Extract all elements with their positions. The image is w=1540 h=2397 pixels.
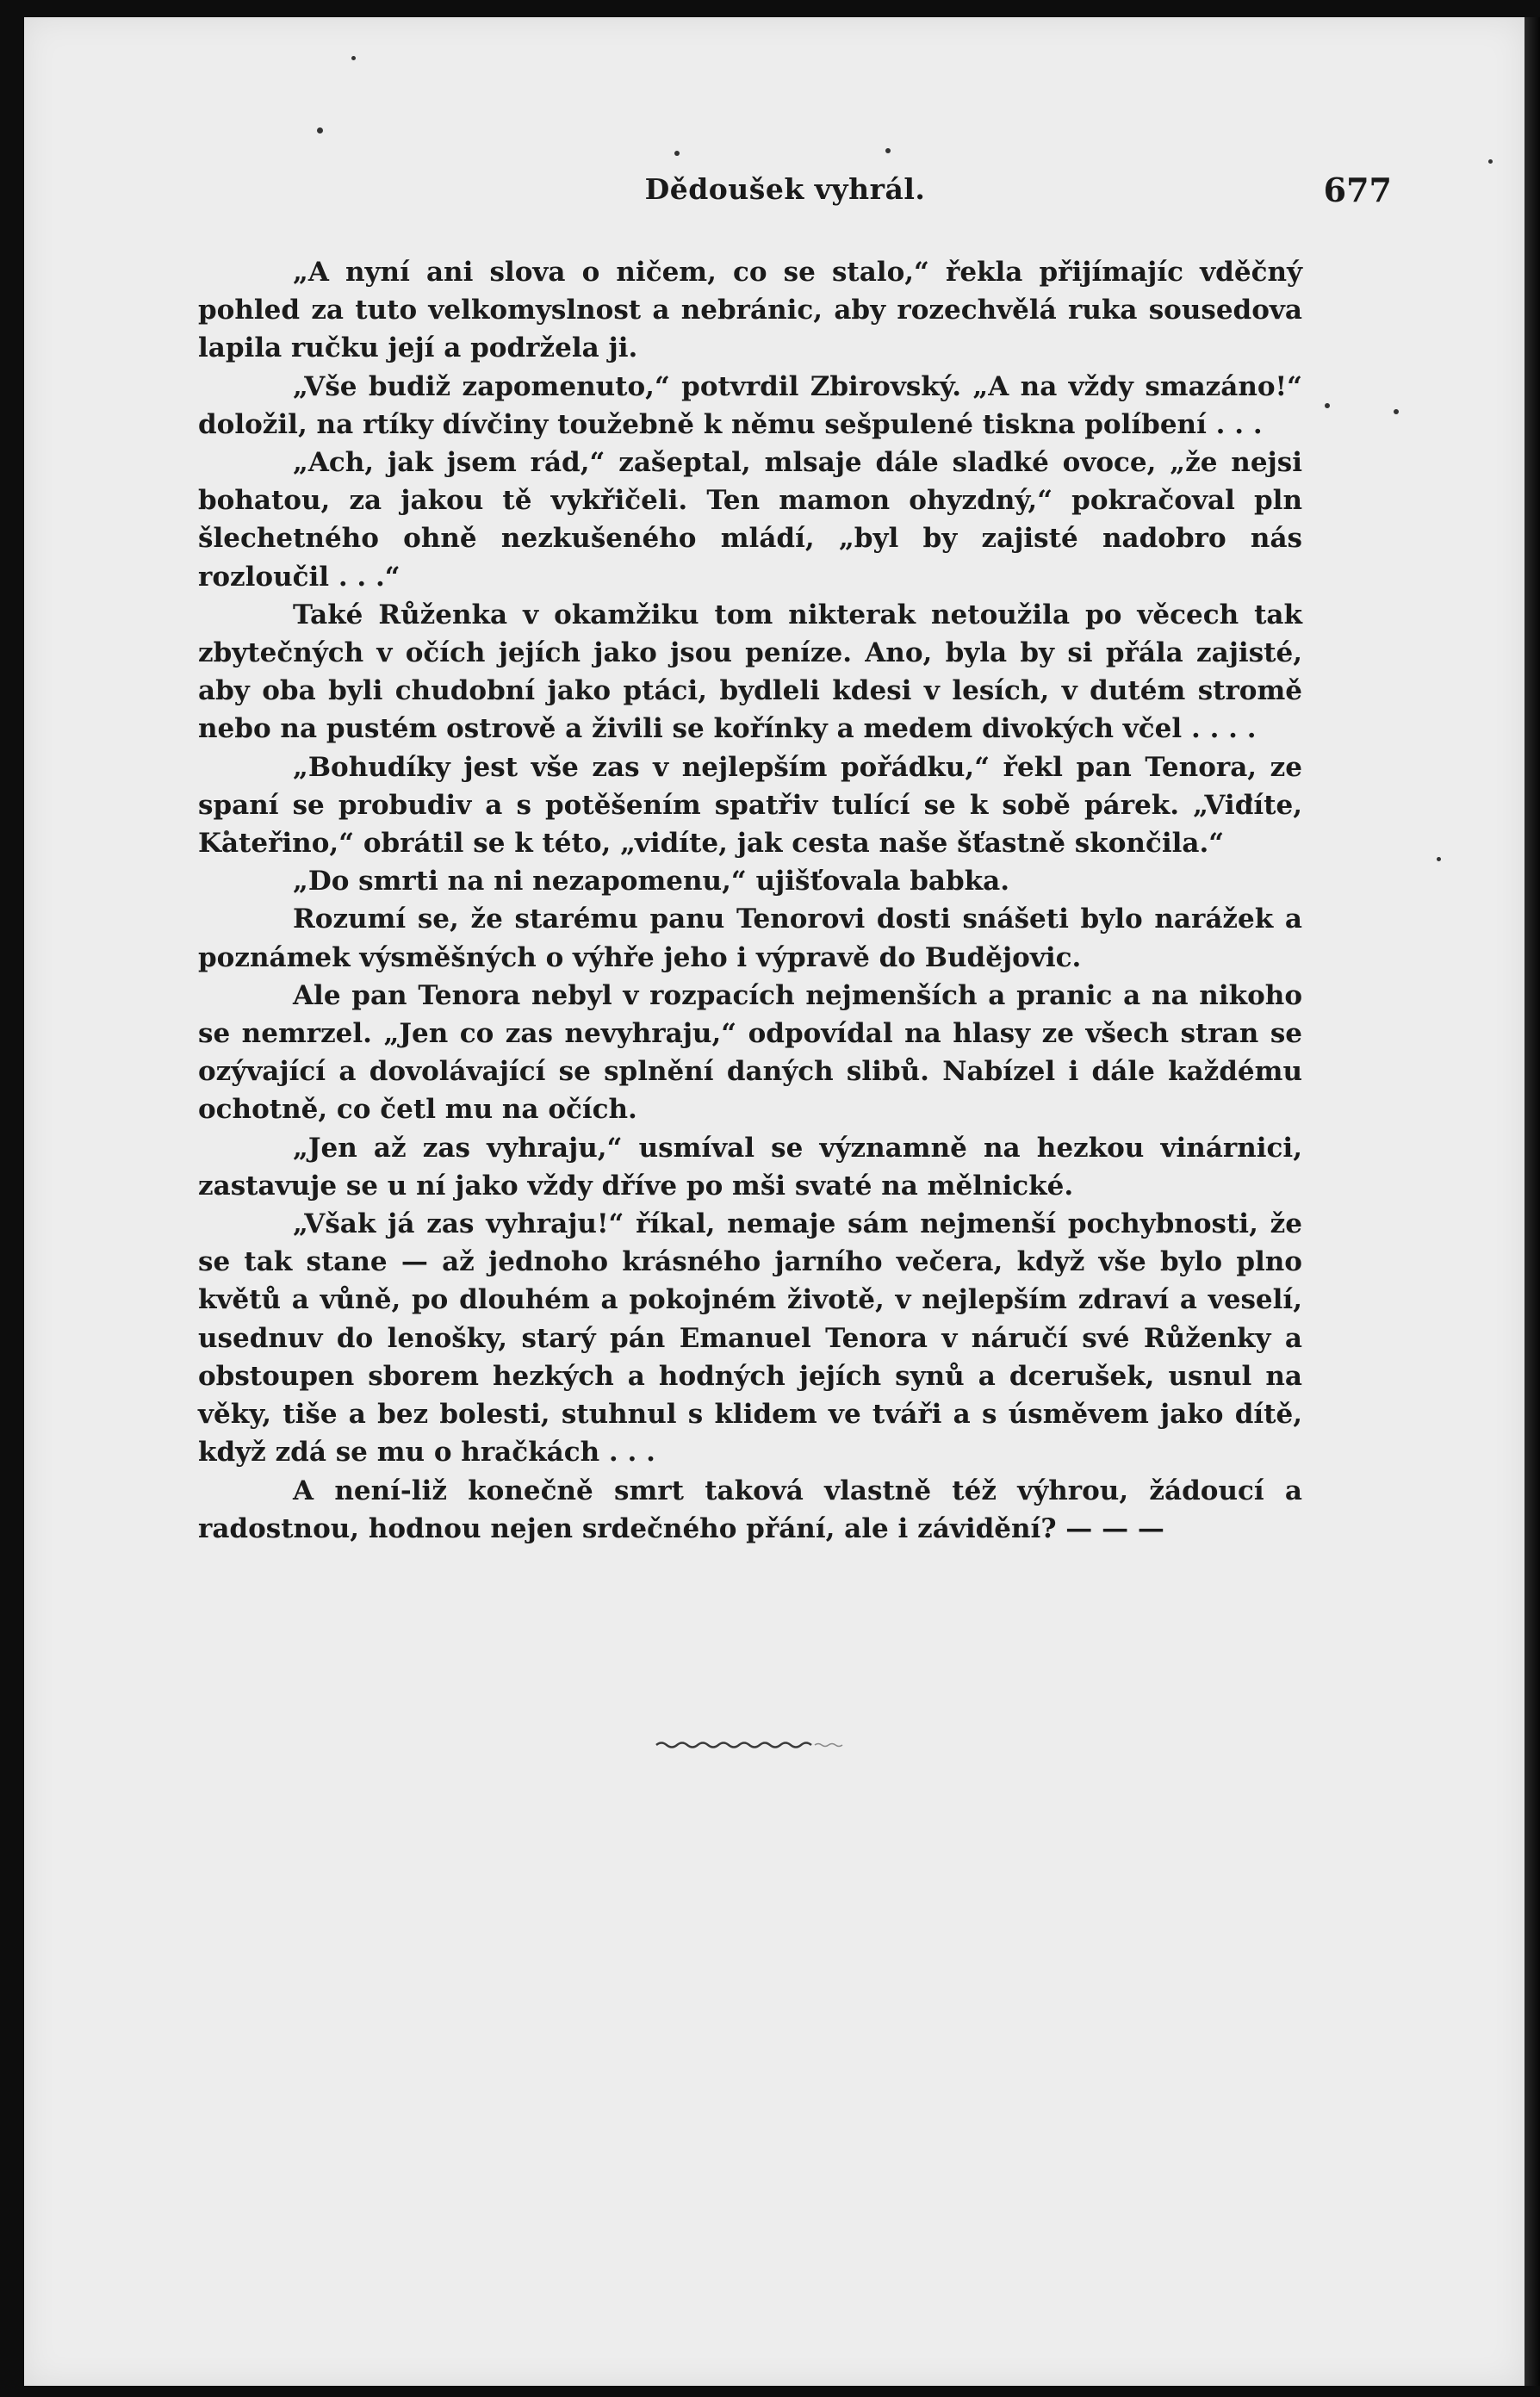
- scan-speck: [1325, 403, 1330, 408]
- scan-speck: [1394, 409, 1399, 414]
- scan-speck: [317, 127, 323, 134]
- paragraph: „Do smrti na ni nezapomenu,“ ujišťovala babka.: [293, 866, 1010, 897]
- paragraph: „Bohudíky jest vše zas v nejlepším pořádku,“ řekl pan Tenora, ze spaní se probudiv a s potěšením spatřiv tulící se k sobě párek. „Vidíte, Kateřino,“ obrátil se k této, „vidíte, jak cesta naše šťastně skončila.“: [198, 751, 1302, 860]
- scan-speck: [1488, 159, 1493, 164]
- paragraph: „Však já zas vyhraju!“ říkal, nemaje sám nejmenší pochybnosti, že se tak stane — až jednoho krásného jarního večera, když vše bylo plno květů a vůně, po dlouhém a pokojném životě, v nejlepším zdraví a veselí, usednuv do lenošky, starý pán Emanuel Tenora v náručí své Růženky a obstoupen sborem hezkých a hodných jejích synů a dcerušek, usnul na věky, tiše a bez bolesti, stuhnul s klidem ve tváři a s úsměvem jako dítě, když zdá se mu o hračkách . . .: [198, 1208, 1302, 1469]
- running-title: Dědoušek vyhrál.: [644, 172, 926, 206]
- paragraph: Ale pan Tenora nebyl v rozpacích nejmenších a pranic a na nikoho se nemrzel. „Jen co zas nevyhraju,“ odpovídal na hlasy ze všech stran se ozývající a dovolávající se splnění daných slibů. Nabízel i dále každému ochotně, co četl mu na očích.: [198, 979, 1302, 1126]
- page-header: [202, 171, 1392, 224]
- page-number: 677: [1323, 171, 1392, 209]
- paragraph: „A nyní ani slova o ničem, co se stalo,“ řekla přijímajíc vděčný pohled za tuto velkomyslnost a nebránic, aby rozechvělá ruka sousedova lapila ručku její a podržela ji.: [198, 257, 1302, 364]
- scan-speck: [351, 56, 356, 60]
- paragraph: Také Růženka v okamžiku tom nikterak netoužila po věcech tak zbytečných v očích jejích jako jsou peníze. Ano, byla by si přála zajisté, aby oba byli chudobní jako ptáci, bydleli kdesi v lesích, v dutém stromě nebo na pustém ostrově a živili se kořínky a medem divokých včel . . . .: [198, 599, 1302, 745]
- book-edge-shadow: [1524, 17, 1540, 2386]
- scan-speck: [1437, 857, 1441, 861]
- paragraph: „Ach, jak jsem rád,“ zašeptal, mlsaje dále sladké ovoce, „že nejsi bohatou, za jakou tě vykřičeli. Ten mamon ohyzdný,“ pokračoval pln šlechetného ohně nezkušeného mládí, „byl by zajisté nadobro nás rozloučil . . .“: [198, 447, 1302, 593]
- paragraph: Rozumí se, že starému panu Tenorovi dosti snášeti bylo narážek a poznámek výsměšných o výhře jeho i výpravě do Budějovic.: [198, 904, 1302, 973]
- body-text: [198, 253, 1302, 1548]
- scan-speck: [674, 151, 680, 156]
- ornamental-divider: [655, 1740, 853, 1754]
- scan-speck: [885, 148, 891, 153]
- paragraph: A není-liž konečně smrt taková vlastně též výhrou, žádoucí a radostnou, hodnou nejen srdečného přání, ale i závidění? — — —: [198, 1475, 1302, 1544]
- paragraph: „Jen až zas vyhraju,“ usmíval se významně na hezkou vinárnici, zastavuje se u ní jako vždy dříve po mši svaté na mělnické.: [198, 1132, 1302, 1202]
- paragraph: „Vše budiž zapomenuto,“ potvrdil Zbirovský. „A na vždy smazáno!“ doložil, na rtíky dívčiny toužebně k němu sešpulené tiskna políbení . . .: [198, 370, 1302, 440]
